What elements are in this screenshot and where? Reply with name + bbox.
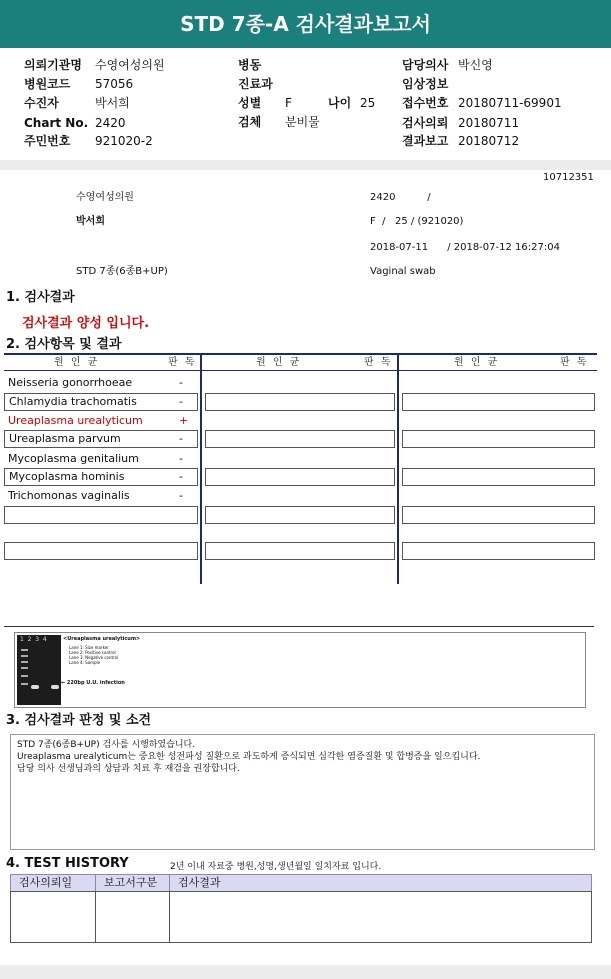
gel-image-panel (14, 632, 586, 708)
opinion-box (10, 734, 595, 850)
gel-legend-line: Lane 2: Positive control (69, 650, 116, 655)
col-result-2: 판 독 (364, 357, 393, 368)
report-date-value: 20180712 (458, 134, 520, 148)
empty-cell (402, 468, 595, 486)
organism-name: Mycoplasma hominis (9, 470, 125, 483)
resident-no-value: 921020-2 (95, 134, 153, 148)
doctor-label: 담당의사 (402, 58, 449, 72)
col-organism-2: 원 인 균 (256, 357, 302, 368)
gel-sample-band (51, 685, 59, 689)
hospital-code-value: 57056 (95, 77, 134, 91)
clinical-info-label: 임상정보 (402, 77, 449, 91)
organism-result: - (179, 432, 183, 445)
history-cell (169, 891, 592, 943)
history-col-type: 보고서구분 (95, 874, 170, 892)
gel-lane-numbers: 1 2 3 4 (20, 636, 47, 643)
section-result-title: 1. 검사결과 (6, 290, 75, 305)
column-divider-1 (200, 355, 202, 584)
gel-legend-line: Lane 3: Negative control (69, 655, 119, 660)
table-top-rule (4, 353, 597, 355)
sex-label: 성별 (238, 96, 262, 110)
table-header-rule (4, 370, 597, 371)
specimen-label: 검체 (238, 115, 262, 129)
empty-cell (205, 468, 395, 486)
column-divider-2 (397, 355, 399, 584)
report-date-label: 결과보고 (402, 134, 449, 148)
empty-cell (205, 506, 395, 524)
organism-name: Ureaplasma parvum (9, 432, 121, 445)
table-row (4, 450, 198, 468)
gel-ladder-band (21, 683, 28, 685)
empty-cell (402, 393, 595, 411)
gel-ladder-band (21, 649, 28, 651)
gel-legend-line: Lane 4: Sample (69, 660, 101, 665)
hospital-name-value: 수영여성의원 (95, 58, 165, 72)
table-row-positive (4, 412, 198, 430)
history-cell (10, 891, 96, 943)
hospital-code-label: 병원코드 (24, 77, 71, 91)
gel-legend (69, 645, 118, 665)
section-items-title: 2. 검사항목 및 결과 (6, 337, 122, 352)
table-row (4, 430, 198, 448)
table-row (4, 487, 198, 505)
table-row (4, 468, 198, 486)
organism-name: Mycoplasma genitalium (8, 452, 139, 465)
ward-label: 병동 (238, 58, 262, 72)
info-hospital: 수영여성의원 (76, 192, 134, 203)
request-date-value: 20180711 (458, 116, 520, 130)
section-opinion-title: 3. 검사결과 판정 및 소견 (6, 713, 152, 728)
info-test-name: STD 7종(6종B+UP) (76, 266, 168, 277)
table-row (4, 393, 198, 411)
gel-positive-band (31, 685, 39, 689)
info-dates: 2018-07-11 / 2018-07-12 16:27:04 (370, 242, 560, 253)
history-cell (95, 891, 170, 943)
resident-no-label: 주민번호 (24, 134, 71, 148)
col-organism-1: 원 인 균 (54, 357, 100, 368)
organism-result: + (179, 414, 189, 427)
positive-result-text: 검사결과 양성 입니다. (22, 316, 150, 331)
footer-bar (0, 965, 611, 979)
col-result-3: 판 독 (560, 357, 589, 368)
gel-ladder-band (21, 661, 28, 663)
opinion-line: Ureaplasma urealyticum는 중요한 성전파성 질환으로 과도하게 증식되면 심각한 염증질환 및 합병증을 일으킵니다. (17, 752, 481, 762)
organism-name: Trichomonas vaginalis (8, 489, 130, 502)
info-patient: 박서희 (76, 216, 105, 227)
gel-image (17, 635, 61, 705)
gel-ladder-band (21, 667, 28, 669)
chart-no-label: Chart No. (24, 116, 89, 130)
age-value: 25 (360, 96, 376, 110)
age-label: 나이 (328, 96, 352, 110)
gel-ladder-band (21, 655, 28, 657)
history-note: 2년 이내 자료중 병원,성명,생년월일 일치자료 입니다. (170, 862, 382, 872)
empty-cell (402, 506, 595, 524)
hospital-name-label: 의뢰기관명 (24, 58, 82, 72)
divider-bar (0, 160, 611, 170)
info-chart: 2420 / (370, 192, 431, 203)
history-col-result: 검사결과 (169, 874, 592, 892)
empty-cell (205, 393, 395, 411)
receipt-no-value: 20180711-69901 (458, 96, 562, 110)
opinion-line: 담당 의사 선생님과의 상담과 치료 후 재검을 권장합니다. (17, 764, 240, 774)
patient-label: 수진자 (24, 96, 59, 110)
table-row (4, 374, 198, 392)
department-label: 진료과 (238, 77, 273, 91)
info-sex-age: F / 25 / (921020) (370, 216, 464, 227)
col-organism-3: 원 인 균 (454, 357, 500, 368)
request-date-label: 검사의뢰 (402, 116, 449, 130)
gel-top-rule (4, 626, 594, 627)
empty-cell (402, 542, 595, 560)
history-col-date: 검사의뢰일 (10, 874, 96, 892)
opinion-line: STD 7종(6종B+UP) 검사를 시행하였습니다. (17, 740, 196, 750)
organism-name: Chlamydia trachomatis (9, 395, 137, 408)
organism-result: - (179, 470, 183, 483)
doctor-value: 박신영 (458, 58, 493, 72)
organism-name: Ureaplasma urealyticum (8, 414, 143, 427)
organism-result: - (179, 489, 183, 502)
empty-cell (205, 430, 395, 448)
organism-name: Neisseria gonorrhoeae (8, 376, 133, 389)
sex-value: F (285, 96, 292, 110)
gel-title: <Ureaplasma urealyticum> (63, 636, 141, 642)
gel-band-annotation: ← 220bp U.U. infection (61, 680, 125, 686)
info-specimen: Vaginal swab (370, 266, 436, 277)
col-result-1: 판 독 (168, 357, 197, 368)
chart-no-value: 2420 (95, 116, 126, 130)
empty-cell (205, 542, 395, 560)
empty-cell (4, 542, 198, 560)
organism-result: - (179, 395, 183, 408)
specimen-value: 분비물 (285, 115, 320, 129)
patient-value: 박서희 (95, 96, 130, 110)
organism-result: - (179, 452, 183, 465)
gel-ladder-band (21, 675, 28, 677)
empty-cell (402, 430, 595, 448)
empty-cell (4, 506, 198, 524)
section-history-title: 4. TEST HISTORY (6, 856, 129, 871)
organism-result: - (179, 376, 183, 389)
receipt-no-label: 접수번호 (402, 96, 449, 110)
document-id: 10712351 (543, 172, 594, 183)
gel-legend-line: Lane 1: Size marker (69, 645, 109, 650)
report-title: STD 7종-A 검사결과보고서 (180, 12, 431, 36)
